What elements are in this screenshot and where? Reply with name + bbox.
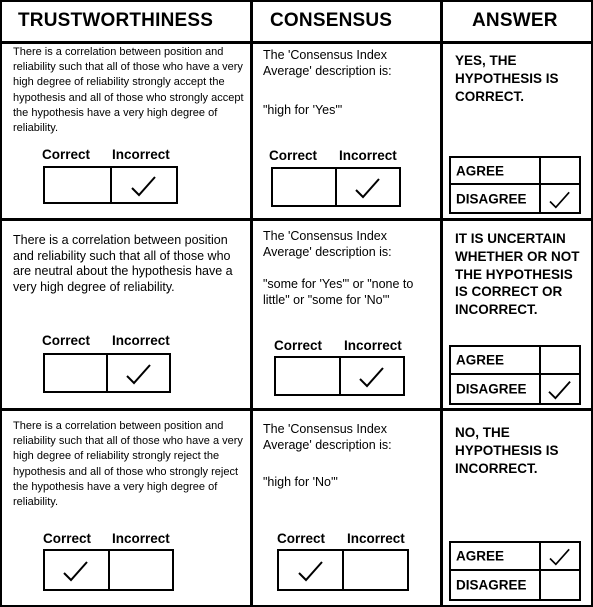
answer-text: NO, THE HYPOTHESIS IS INCORRECT. <box>455 425 559 476</box>
checkmark-icon <box>547 546 573 566</box>
column-divider <box>440 0 443 607</box>
consensus-value: "high for 'Yes'" <box>263 103 343 117</box>
correct-checkbox[interactable] <box>279 551 342 589</box>
consensus-description: The 'Consensus Index Average' description is: <box>263 229 392 259</box>
trust-choice-box <box>43 549 174 591</box>
checkmark-icon <box>547 189 573 209</box>
agree-label: AGREE <box>456 548 505 564</box>
correct-checkbox[interactable] <box>45 168 110 202</box>
checkmark-icon <box>61 558 91 582</box>
disagree-label: DISAGREE <box>456 191 527 206</box>
consensus-description: The 'Consensus Index Average' description is: <box>263 48 392 78</box>
header-consensus: CONSENSUS <box>270 10 393 31</box>
agree-row <box>451 158 579 185</box>
disagree-checkbox[interactable] <box>539 185 579 212</box>
trust-statement: There is a correlation between position and reliability such that all of those who have a very high degree of reliability strongly accept the hypothesis and all of those who strongly accept the hypothesis have a very high degree of reliability. <box>13 46 244 135</box>
disagree-label: DISAGREE <box>456 381 527 397</box>
incorrect-checkbox[interactable] <box>342 551 407 589</box>
correct-checkbox[interactable] <box>45 551 108 589</box>
incorrect-checkbox[interactable] <box>335 169 399 205</box>
row-divider <box>0 218 593 221</box>
consensus-choice-box <box>277 549 409 591</box>
column-divider <box>250 0 253 607</box>
correct-label: Correct <box>277 531 326 546</box>
disagree-row <box>451 375 579 403</box>
header-trustworthiness: TRUSTWORTHINESS <box>18 10 214 31</box>
row-divider <box>0 41 593 44</box>
correct-label: Correct <box>42 333 91 348</box>
correct-checkbox[interactable] <box>276 358 339 394</box>
agree-checkbox[interactable] <box>539 347 579 373</box>
correct-checkbox[interactable] <box>45 355 106 391</box>
trust-choice-box <box>43 166 178 204</box>
agree-label: AGREE <box>456 163 505 178</box>
incorrect-label: Incorrect <box>112 531 170 546</box>
disagree-label: DISAGREE <box>456 577 527 593</box>
checkmark-icon <box>296 558 326 582</box>
correct-label: Correct <box>269 148 318 163</box>
incorrect-label: Incorrect <box>112 333 170 348</box>
correct-checkbox[interactable] <box>273 169 335 205</box>
consensus-description: The 'Consensus Index Average' description is: <box>263 422 392 452</box>
agree-label: AGREE <box>456 352 505 368</box>
answer-text: YES, THE HYPOTHESIS IS CORRECT. <box>455 53 559 104</box>
incorrect-checkbox[interactable] <box>106 355 169 391</box>
disagree-checkbox[interactable] <box>539 571 579 599</box>
answer-text: IT IS UNCERTAIN WHETHER OR NOT THE HYPOTHESIS IS CORRECT OR INCORRECT. <box>455 231 580 318</box>
correct-label: Correct <box>274 338 323 353</box>
agree-checkbox[interactable] <box>539 158 579 183</box>
trust-choice-box <box>43 353 171 393</box>
consensus-choice-box <box>274 356 405 396</box>
agree-row <box>451 347 579 375</box>
agree-disagree-box <box>449 541 581 601</box>
row-divider <box>0 408 593 411</box>
incorrect-label: Incorrect <box>339 148 397 163</box>
incorrect-label: Incorrect <box>347 531 405 546</box>
correct-label: Correct <box>43 531 92 546</box>
checkmark-icon <box>124 361 154 385</box>
header-answer: ANSWER <box>472 10 558 31</box>
consensus-choice-box <box>271 167 401 207</box>
checkmark-icon <box>353 175 383 199</box>
trust-statement: There is a correlation between position and reliability such that all of those who are neutral about the hypothesis have a very high degree of reliability. <box>13 233 233 294</box>
incorrect-label: Incorrect <box>344 338 402 353</box>
consensus-value: "some for 'Yes'" or "none to little" or "some for 'No'" <box>263 277 414 307</box>
disagree-row <box>451 185 579 212</box>
incorrect-label: Incorrect <box>112 147 170 162</box>
incorrect-checkbox[interactable] <box>339 358 404 394</box>
incorrect-checkbox[interactable] <box>108 551 173 589</box>
checkmark-icon <box>357 364 387 388</box>
agree-checkbox[interactable] <box>539 543 579 569</box>
trust-statement: There is a correlation between position and reliability such that all of those who have a very high degree of reliability strongly reject the hypothesis and all of those who strongly reject the hypothesis have a very high degree of reliability. <box>13 420 243 509</box>
disagree-row <box>451 571 579 599</box>
agree-disagree-box <box>449 156 581 214</box>
consensus-value: "high for 'No'" <box>263 475 338 489</box>
incorrect-checkbox[interactable] <box>110 168 177 202</box>
checkmark-icon <box>129 173 159 197</box>
agree-disagree-box <box>449 345 581 405</box>
disagree-checkbox[interactable] <box>539 375 579 403</box>
correct-label: Correct <box>42 147 91 162</box>
agree-row <box>451 543 579 571</box>
checkmark-icon <box>546 378 574 400</box>
